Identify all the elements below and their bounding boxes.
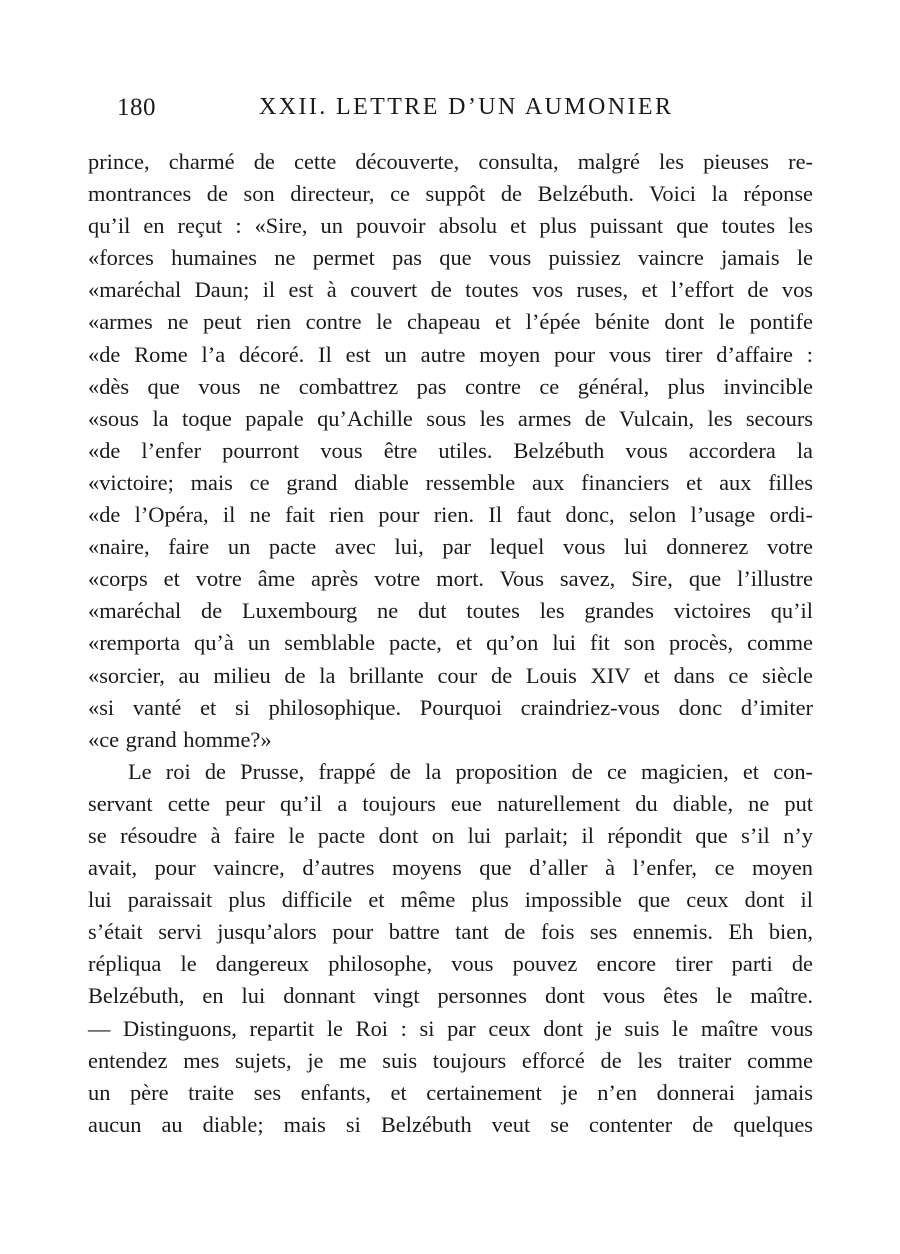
text-line: lui paraissait plus difficile et même plus impossible que ceux dont il xyxy=(88,887,813,913)
text-line: servant cette peur qu’il a toujours eue naturellement du diable, ne put xyxy=(88,790,813,816)
text-line: «de l’Opéra, il ne fait rien pour rien. Il faut donc, selon l’usage ordi- xyxy=(88,502,813,528)
text-line: «sorcier, au milieu de la brillante cour de Louis XIV et dans ce siècle xyxy=(88,662,813,688)
text-line: «sous la toque papale qu’Achille sous les armes de Vulcain, les secours xyxy=(88,405,813,431)
running-title: XXII. LETTRE D’UN AUMONIER xyxy=(259,94,674,120)
text-line: — Distinguons, repartit le Roi : si par ceux dont je suis le maître vous xyxy=(88,1015,813,1041)
text-line: avait, pour vaincre, d’autres moyens que d’aller à l’enfer, ce moyen xyxy=(88,855,813,881)
text-line: «si vanté et si philosophique. Pourquoi craindriez-vous donc d’imiter xyxy=(88,694,813,720)
text-line: «naire, faire un pacte avec lui, par lequel vous lui donnerez votre xyxy=(88,534,813,560)
text-line: aucun au diable; mais si Belzébuth veut se contenter de quelques xyxy=(88,1111,813,1137)
text-line: prince, charmé de cette découverte, consulta, malgré les pieuses re- xyxy=(88,149,813,174)
text-line: «de Rome l’a décoré. Il est un autre moyen pour vous tirer d’affaire : xyxy=(88,341,813,367)
text-line: se résoudre à faire le pacte dont on lui parlait; il répondit que s’il n’y xyxy=(88,822,813,848)
text-line: qu’il en reçut : «Sire, un pouvoir absolu et plus puissant que toutes les xyxy=(88,213,813,239)
text-line: s’était servi jusqu’alors pour battre tant de fois ses ennemis. Eh bien, xyxy=(88,919,813,945)
text-line: «maréchal de Luxembourg ne dut toutes les grandes victoires qu’il xyxy=(88,598,813,624)
text-line: Belzébuth, en lui donnant vingt personnes dont vous êtes le maître. xyxy=(88,983,813,1009)
text-line: «corps et votre âme après votre mort. Vous savez, Sire, que l’illustre xyxy=(88,566,813,592)
text-line: montrances de son directeur, ce suppôt de Belzébuth. Voici la réponse xyxy=(88,181,813,207)
text-line: entendez mes sujets, je me suis toujours efforcé de les traiter comme xyxy=(88,1047,813,1073)
text-line: répliqua le dangereux philosophe, vous pouvez encore tirer parti de xyxy=(88,951,813,977)
page-number: 180 xyxy=(117,94,156,121)
text-line: «maréchal Daun; il est à couvert de toutes vos ruses, et l’effort de vos xyxy=(88,277,813,303)
text-line: Le roi de Prusse, frappé de la proposition de ce magicien, et con- xyxy=(128,758,813,784)
text-line: un père traite ses enfants, et certainement je n’en donnerai jamais xyxy=(88,1079,813,1105)
body-text xyxy=(88,146,813,1141)
text-line: «ce grand homme?» xyxy=(88,726,272,752)
text-line: «dès que vous ne combattrez pas contre ce général, plus invincible xyxy=(88,373,813,399)
text-line: «forces humaines ne permet pas que vous puissiez vaincre jamais le xyxy=(88,245,813,271)
running-header xyxy=(117,94,813,128)
text-line: «victoire; mais ce grand diable ressemble aux financiers et aux filles xyxy=(88,469,813,495)
text-line: «de l’enfer pourront vous être utiles. Belzébuth vous accordera la xyxy=(88,437,813,463)
text-line: «armes ne peut rien contre le chapeau et l’épée bénite dont le pontife xyxy=(88,309,813,335)
text-line: «remporta qu’à un semblable pacte, et qu’on lui fit son procès, comme xyxy=(88,630,813,656)
